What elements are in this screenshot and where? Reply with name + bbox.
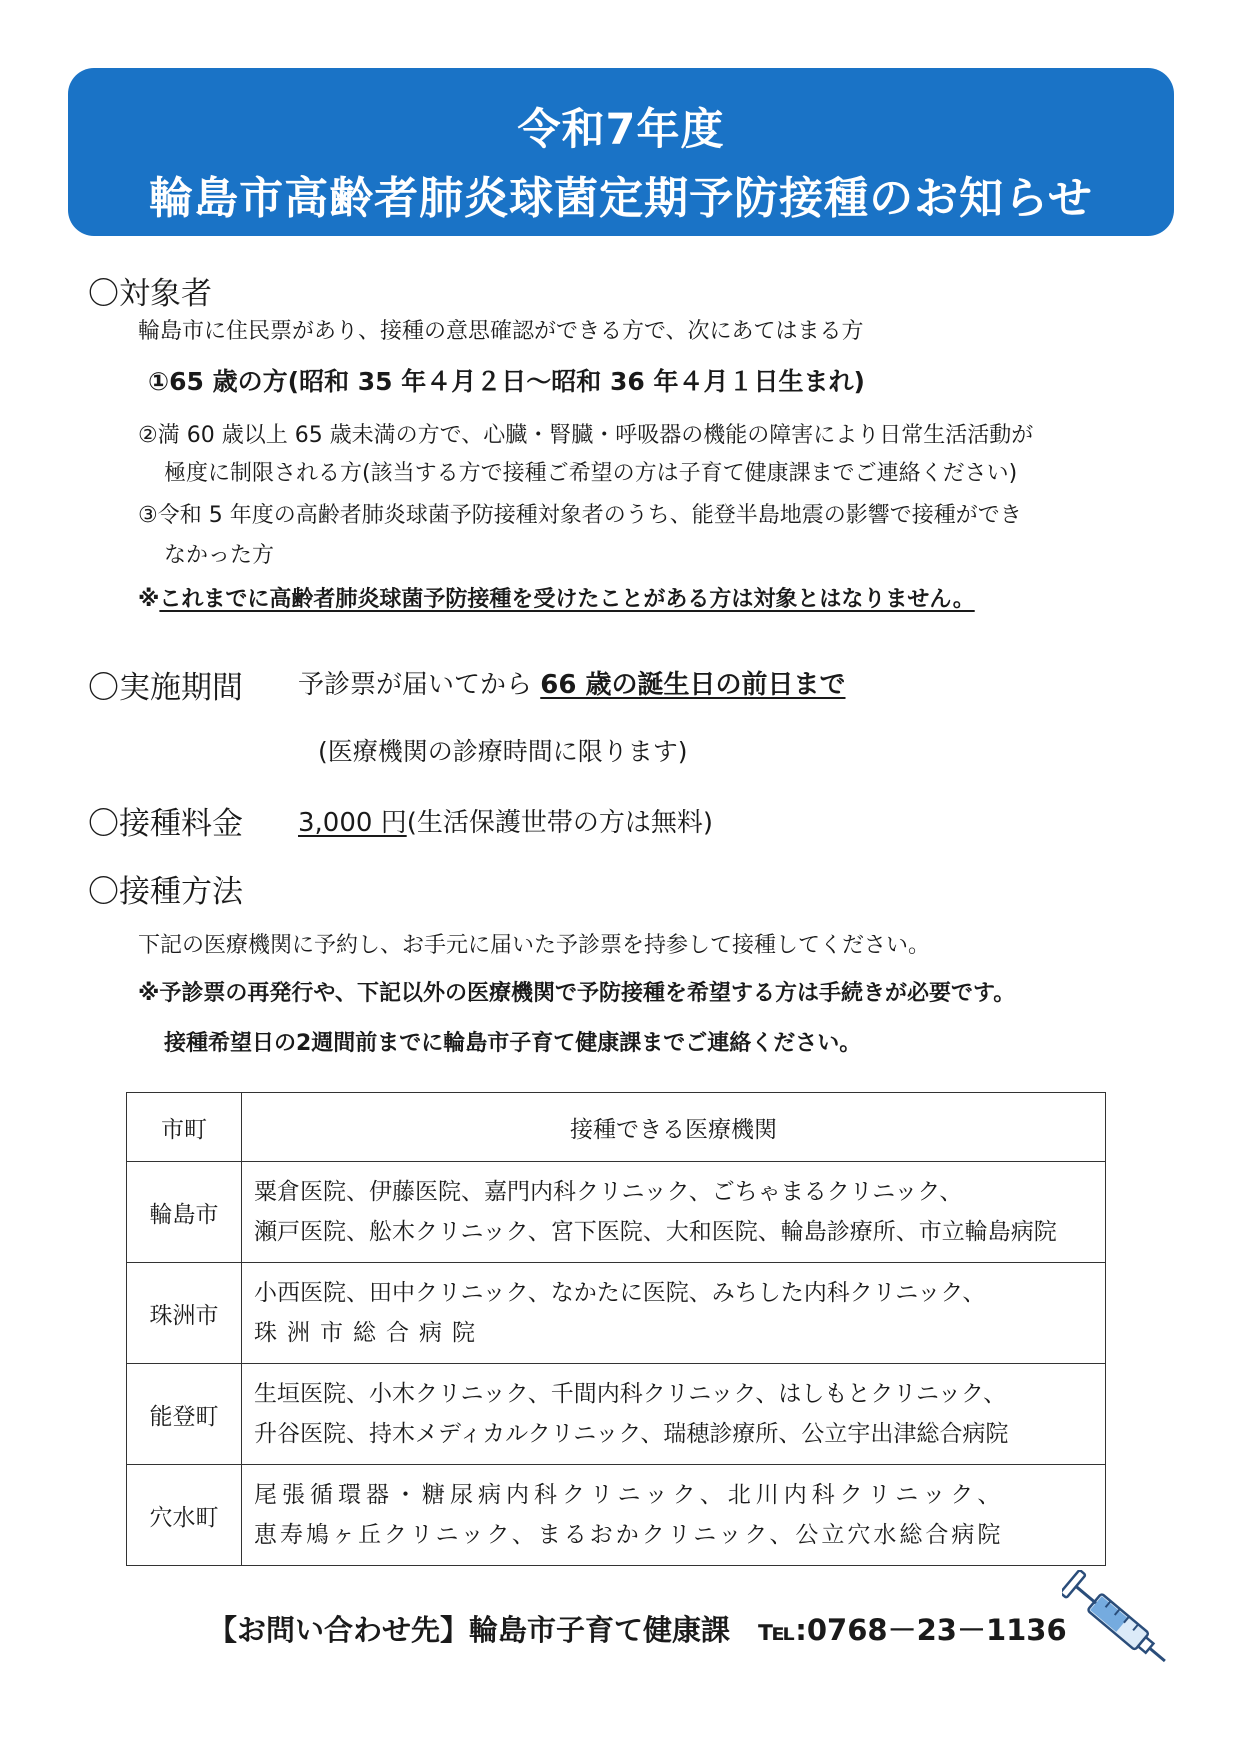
contact-label: 【お問い合わせ先】輪島市子育て健康課	[208, 1613, 731, 1647]
clinic-line: 生垣医院、小木クリニック、千間内科クリニック、はしもとクリニック、	[254, 1381, 1007, 1407]
clinic-line: 小西医院、田中クリニック、なかたに医院、みちした内科クリニック、	[254, 1280, 986, 1306]
town-cell: 能登町	[127, 1364, 242, 1465]
clinic-line: 尾張循環器・糖尿病内科クリニック、北川内科クリニック、	[254, 1482, 1006, 1508]
period-text	[298, 664, 846, 701]
header-clinics: 接種できる医療機関	[242, 1093, 1106, 1162]
town-cell: 穴水町	[127, 1465, 242, 1566]
clinic-list-cell	[242, 1162, 1106, 1263]
target-heading: 〇対象者	[88, 276, 212, 312]
method-note-2: 接種希望日の2週間前までに輪島市子育て健康課までご連絡ください。	[164, 1031, 862, 1056]
clinic-line: 恵寿鳩ヶ丘クリニック、まるおかクリニック、公立穴水総合病院	[254, 1522, 1004, 1548]
note-mark: ※	[138, 587, 160, 612]
clinic-line: 珠洲市総合病院	[254, 1320, 485, 1346]
table-row	[127, 1263, 1106, 1364]
syringe-icon	[1062, 1570, 1182, 1680]
target-item-2-line-2: 極度に制限される方(該当する方で接種ご希望の方は子育て健康課までご連絡ください)	[164, 461, 1018, 486]
table-row	[127, 1364, 1106, 1465]
target-item-3-line-1: ③令和 5 年度の高齢者肺炎球菌予防接種対象者のうち、能登半島地震の影響で接種ができ	[138, 503, 1022, 528]
title-main: 輪島市高齢者肺炎球菌定期予防接種のお知らせ	[149, 173, 1093, 224]
contact-footer	[208, 1608, 1067, 1649]
table-header-row	[127, 1093, 1106, 1162]
fee-heading: 〇接種料金	[88, 806, 243, 842]
title-banner	[68, 68, 1174, 236]
method-heading: 〇接種方法	[88, 874, 243, 910]
table-row	[127, 1465, 1106, 1566]
clinic-table	[126, 1092, 1106, 1566]
tel-label: ℡:	[758, 1613, 807, 1647]
title-year: 令和7年度	[517, 105, 725, 155]
clinic-list-cell	[242, 1364, 1106, 1465]
fee-text	[298, 802, 713, 839]
target-note	[138, 582, 975, 613]
town-cell: 珠洲市	[127, 1263, 242, 1364]
period-heading: 〇実施期間	[88, 670, 243, 706]
target-item-3-line-2: なかった方	[164, 543, 275, 568]
period-text-prefix: 予診票が届いてから	[298, 670, 541, 700]
method-note-1: ※予診票の再発行や、下記以外の医療機関で予防接種を希望する方は手続きが必要です。	[138, 981, 1016, 1006]
clinic-line: 升谷医院、持木メディカルクリニック、瑞穂診療所、公立宇出津総合病院	[254, 1421, 1009, 1447]
table-row	[127, 1162, 1106, 1263]
header-town: 市町	[127, 1093, 242, 1162]
period-text-emphasis: 66 歳の誕生日の前日まで	[540, 670, 846, 700]
clinic-list-cell	[242, 1465, 1106, 1566]
fee-note: (生活保護世帯の方は無料)	[406, 808, 713, 838]
town-cell: 輪島市	[127, 1162, 242, 1263]
target-item-1: ①65 歳の方(昭和 35 年４月２日～昭和 36 年４月１日生まれ)	[148, 367, 865, 396]
tel-number: 0768－23－1136	[806, 1613, 1067, 1647]
target-intro: 輪島市に住民票があり、接種の意思確認ができる方で、次にあてはまる方	[138, 319, 864, 344]
clinic-list-cell	[242, 1263, 1106, 1364]
clinic-line: 瀬戸医院、舩木クリニック、宮下医院、大和医院、輪島診療所、市立輪島病院	[254, 1219, 1057, 1245]
clinic-line: 粟倉医院、伊藤医院、嘉門内科クリニック、ごちゃまるクリニック、	[254, 1179, 963, 1205]
fee-amount: 3,000 円	[298, 808, 407, 838]
target-note-text: これまでに高齢者肺炎球菌予防接種を受けたことがある方は対象とはなりません。	[159, 587, 975, 612]
period-note: (医療機関の診療時間に限ります)	[318, 737, 688, 766]
method-text: 下記の医療機関に予約し、お手元に届いた予診票を持参して接種してください。	[138, 933, 931, 958]
target-item-2-line-1: ②満 60 歳以上 65 歳未満の方で、心臓・腎臓・呼吸器の機能の障害により日常生活活動が	[138, 423, 1034, 448]
